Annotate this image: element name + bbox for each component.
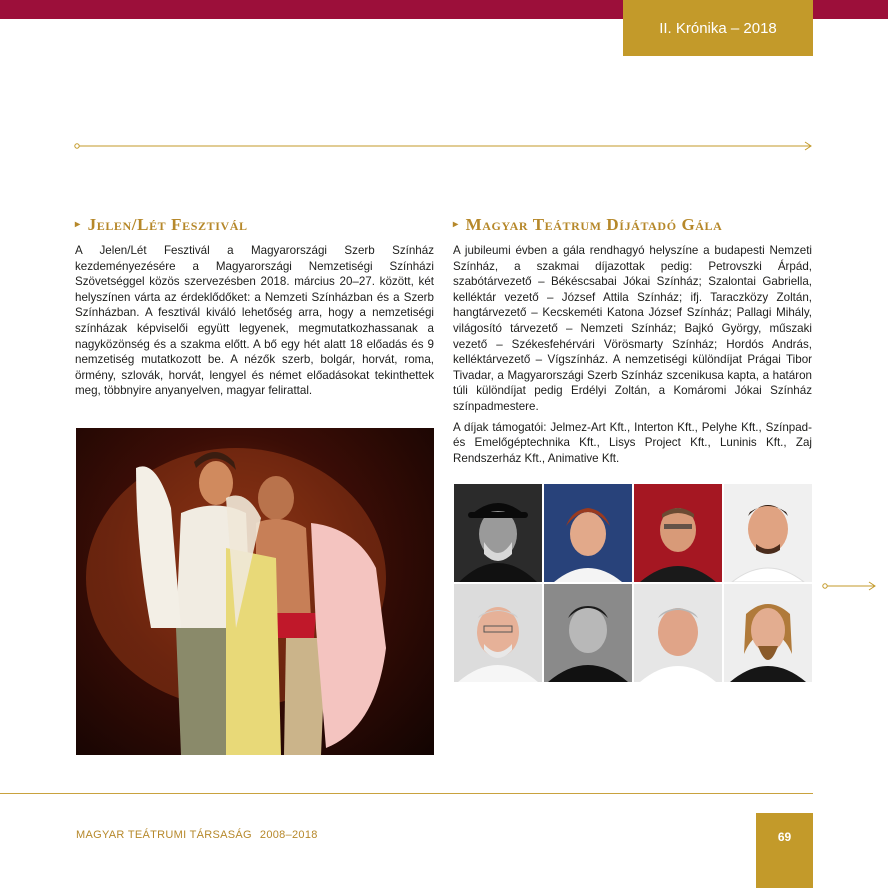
- triangle-bullet-icon: ▸: [453, 219, 459, 230]
- awardee-portrait: [634, 484, 722, 582]
- festival-heading-text: Jelen/Lét Fesztivál: [87, 215, 248, 234]
- festival-article: [75, 215, 434, 404]
- next-page-arrow-icon: [822, 579, 878, 591]
- awardee-portraits-grid: [454, 484, 812, 684]
- awardee-portrait: [724, 584, 812, 682]
- gala-sponsors-paragraph: A díjak támogatói: Jelmez-Art Kft., Interton Kft., Pelyhe Kft., Színpad- és Emelőgéptechnika Kft., Lisys Project Kft., Luninis Kft., Zaj Rendszerház Kft., Animative Kft.: [453, 420, 812, 465]
- page-number: 69: [777, 830, 792, 844]
- triangle-bullet-icon: ▸: [75, 219, 81, 230]
- awardee-portrait: [544, 484, 632, 582]
- stage-performance-photo: [76, 428, 434, 755]
- awardee-portrait: [454, 584, 542, 682]
- awardee-portrait: [724, 484, 812, 582]
- footer-divider: [0, 793, 813, 794]
- page-number-box: [756, 813, 813, 888]
- festival-heading: [75, 215, 434, 235]
- awardee-portrait: [454, 484, 542, 582]
- footer-organization: [76, 829, 318, 841]
- section-divider-arrow: [74, 140, 814, 152]
- chapter-tab: [623, 0, 813, 56]
- gala-awardees-paragraph: A jubileumi évben a gála rendhagyó helyszíne a budapesti Nemzeti Színház, a szakmai díjazottak pedig: Petrovszki Árpád, szabótárvezető – Békéscsabai Jókai Színház; Szalontai Gabriella, kelléktár vezető – József Attila Színház; ifj. Taraczközy Zoltán, hangtárvezető – Kecskeméti Katona József Színház; Pallagi Mihály, világosító tárvezető – Nemzeti Színház; Bajkó György, műszaki vezető – Székesfehérvári Vörösmarty Színház; Hordós András, kelléktárvezető – Vígszínház. A nemzetiségi különdíjat Prágai Tibor Tivadar, a Magyarországi Szerb Színház szcenikusa kapta, a határon túli különdíjat pedig Erdélyi Zoltán, a Komáromi Jókai Színház színpadmestere.: [453, 244, 812, 413]
- festival-paragraph: A Jelen/Lét Fesztivál a Magyarországi Szerb Színház kezdeményezésére a Magyarországi Nemzetiségi Színházi Szövetséggel közös szervezésben 2018. március 20–27. között, két helyszínen várta az érdeklődőket: a Nemzeti Színházban és a Szerb Színházban. A fesztivál kiváló lehetőség arra, hogy a nemzetiségi színházak képviselői együtt legyenek, megmutatkozhassanak a nagyközönség és a szakma előtt. A bő egy hét alatt 18 előadás és 9 nemzetiség mutatkozott be. A nézők szerb, bolgár, horvát, roma, örmény, szlovák, horvát, lengyel és német előadásokat tekinthettek meg, többnyire anyanyelven, magyar felirattal.: [75, 244, 434, 398]
- gala-heading: [453, 215, 812, 235]
- organization-name: MAGYAR TEÁTRUMI TÁRSASÁG: [76, 829, 252, 841]
- organization-years: 2008–2018: [259, 829, 318, 841]
- awardee-portrait: [544, 584, 632, 682]
- gala-article: [453, 215, 812, 471]
- gala-heading-text: Magyar Teátrum Díjátadó Gála: [465, 215, 723, 234]
- chapter-title: II. Krónika – 2018: [659, 19, 777, 37]
- awardee-portrait: [634, 584, 722, 682]
